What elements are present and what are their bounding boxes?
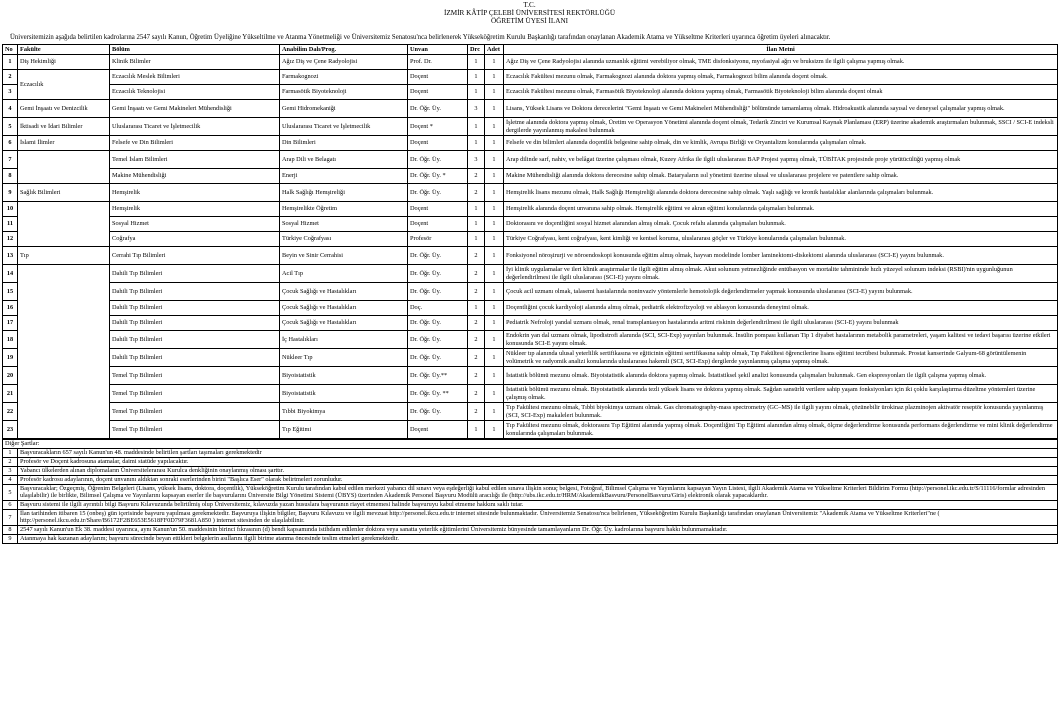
cell-drc: 2: [468, 247, 485, 265]
cell-adet: 1: [485, 100, 504, 118]
cell-no: 2: [3, 70, 18, 85]
col-header-unvan: Unvan: [408, 45, 468, 55]
header-line-3: ÖĞRETİM ÜYESİ İLANI: [490, 17, 569, 25]
condition-no: 6: [3, 500, 18, 509]
cell-ilan-metni: Türkiye Coğrafyası, kent coğrafyası, kent kimliği ve kentsel koruma, uluslararası göçler ve Türkiye konularında çalışmaları bulunmak.: [504, 232, 1058, 247]
cell-unvan: Dr. Öğr. Üy.: [408, 331, 468, 349]
cell-drc: 2: [468, 367, 485, 385]
cell-no: 16: [3, 301, 18, 316]
cell-adet: 1: [485, 283, 504, 301]
col-header-anabilim: Anabilim Dalı/Prog.: [280, 45, 408, 55]
cell-anabilim: Din Bilimleri: [280, 136, 408, 151]
cell-ilan-metni: Fonksiyonel nöroşirurji ve nöroendoskopi konusunda eğitim almış olmak, hayvan modelinde lomber laminektomi-diskektomi alanında uluslararası (SCI-E) yayını bulunmak.: [504, 247, 1058, 265]
cell-adet: 1: [485, 85, 504, 100]
condition-text: İlan tarihinden itibaren 15 (onbeş) gün içerisinde başvuru yapılması gerekmektedir. Başvuruya ilişkin bilgiler, Başvuru Kılavuzu ve ilgili mevzuat http://personel.ikcu.edu.tr internet sitesinde bulunmaktadır. Üniversitemiz Senatosu'nca belirlenen, Yükseköğretim Kurulu Başkanlığı tarafından onaylanan Üniversitemiz "Akademik Atama ve Yükseltme Kriterleri"ne ( http://personel.ikcu.edu.tr/Share/B6172F2BE653E5618FF0D79F3681A850 ) internet sitesinden de ulaşılabilinir.: [18, 509, 1058, 525]
cell-drc: 1: [468, 301, 485, 316]
cell-drc: 1: [468, 55, 485, 70]
cell-bolum: Temel Tıp Bilimleri: [110, 421, 280, 439]
table-row: [3, 403, 1058, 421]
cell-no: 15: [3, 283, 18, 301]
cell-no: 6: [3, 136, 18, 151]
cell-bolum: Dahili Tıp Bilimleri: [110, 349, 280, 367]
condition-no: 1: [3, 449, 18, 458]
cell-bolum: Dahili Tıp Bilimleri: [110, 265, 280, 283]
cell-anabilim: Biyoistatistik: [280, 367, 408, 385]
cell-unvan: Doçent: [408, 217, 468, 232]
cell-bolum: Sosyal Hizmet: [110, 217, 280, 232]
header-line-1: T.C.: [523, 1, 536, 9]
cell-anabilim: Halk Sağlığı Hemşireliği: [280, 184, 408, 202]
cell-drc: 1: [468, 421, 485, 439]
table-header-row: [3, 45, 1058, 55]
cell-fakulte: Gemi İnşaatı ve Denizcilik: [18, 100, 110, 118]
col-header-no: No: [3, 45, 18, 55]
cell-fakulte: [18, 265, 110, 439]
cell-adet: 1: [485, 349, 504, 367]
cell-unvan: Dr. Öğr. Üy.: [408, 151, 468, 169]
table-row: [3, 70, 1058, 85]
table-row: [3, 421, 1058, 439]
cell-ilan-metni: Makine Mühendisliği alanında doktora derecesine sahip olmak. Bataryaların ısıl yönetimi üzerine ulusal ve uluslararası projelere ve patentlere sahip olmak.: [504, 169, 1058, 184]
conditions-table-body: [3, 440, 1058, 544]
condition-no: 7: [3, 509, 18, 525]
cell-adet: 1: [485, 385, 504, 403]
table-row: [3, 136, 1058, 151]
cell-bolum: Hemşirelik: [110, 202, 280, 217]
table-row: [3, 85, 1058, 100]
cell-drc: 3: [468, 100, 485, 118]
cell-adet: 1: [485, 184, 504, 202]
cell-unvan: Dr. Öğr. Üy. *: [408, 169, 468, 184]
cell-adet: 1: [485, 118, 504, 136]
col-header-ilan-metni: İlan Metni: [504, 45, 1058, 55]
cell-drc: 2: [468, 331, 485, 349]
cell-anabilim: Çocuk Sağlığı ve Hastalıkları: [280, 301, 408, 316]
cell-bolum: Temel Tıp Bilimleri: [110, 385, 280, 403]
cell-ilan-metni: Hemşirelik lisans mezunu olmak, Halk Sağlığı Hemşireliği alanında doktora derecesine sahip olmak. Yaşlı sağlığı ve kronik hastalıklar alanlarında çalışmaları bulunmak.: [504, 184, 1058, 202]
cell-adet: 1: [485, 316, 504, 331]
col-header-adet: Adet: [485, 45, 504, 55]
cell-no: 19: [3, 349, 18, 367]
condition-text: Başvuru sistemi ile ilgili ayrıntılı bilgi Başvuru Kılavuzunda belirtilmiş olup Üniversitemiz, kılavuzda yazan hususlara başvuranın riayet etmemesi halinde başvuruyu kabul etmeme hakkını saklı tutar.: [18, 500, 1058, 509]
cell-bolum: Gemi İnşaatı ve Gemi Makineleri Mühendisliği: [110, 100, 280, 118]
cell-anabilim: Hemşirelikte Öğretim: [280, 202, 408, 217]
condition-no: 8: [3, 525, 18, 534]
cell-ilan-metni: Doçentliğini çocuk kardiyoloji alanında almış olmak, pediatrik elektrofizyoloji ve ablasyon konusunda deneyimi olmak.: [504, 301, 1058, 316]
cell-anabilim: Gemi Hidromekaniği: [280, 100, 408, 118]
cell-fakulte: İslami İlimler: [18, 136, 110, 151]
cell-drc: 2: [468, 184, 485, 202]
cell-adet: 1: [485, 367, 504, 385]
cell-unvan: Dr. Öğr. Üy.: [408, 316, 468, 331]
cell-no: 8: [3, 169, 18, 184]
cell-ilan-metni: Lisans, Yüksek Lisans ve Doktora derecelerini "Gemi İnşaatı ve Gemi Makineleri Mühendisliği" bölümünde tamamlamış olmak. Hidroakustik alanında sayısal ve deneysel çalışmalar yapmış olmak.: [504, 100, 1058, 118]
cell-ilan-metni: İşletme alanında doktora yapmış olmak, Üretim ve Operasyon Yönetimi alanında doçent olmak, Tedarik Zinciri ve Kurumsal Kaynak Planlaması (ERP) üzerine akademik araştırmaları bulunmak, SSCI / SCI-E indeksli dergilerde yayınlanmış makalesi bulunmak: [504, 118, 1058, 136]
col-header-drc: Drc: [468, 45, 485, 55]
cell-adet: 1: [485, 55, 504, 70]
cell-unvan: Dr. Öğr. Üy.: [408, 349, 468, 367]
cell-bolum: Dahili Tıp Bilimleri: [110, 301, 280, 316]
cell-drc: 1: [468, 85, 485, 100]
cell-no: 10: [3, 202, 18, 217]
cell-unvan: Doçent: [408, 421, 468, 439]
cell-fakulte: Eczacılık: [18, 70, 110, 100]
cell-anabilim: Çocuk Sağlığı ve Hastalıkları: [280, 283, 408, 301]
cell-adet: 1: [485, 217, 504, 232]
cell-anabilim: Tıbbi Biyokimya: [280, 403, 408, 421]
table-row: [3, 232, 1058, 247]
table-row: [3, 247, 1058, 265]
table-row: [3, 100, 1058, 118]
cell-no: 5: [3, 118, 18, 136]
cell-drc: 1: [468, 202, 485, 217]
cell-ilan-metni: Felsefe ve din bilimleri alanında doçentlik belgesine sahip olmak, din ve kimlik, Avrupa Birliği ve Oryantalizm konularında çalışmaları olmak.: [504, 136, 1058, 151]
condition-text: Profesör ve Doçent kadrosuna atamalar, daimi statüde yapılacaktır.: [18, 458, 1058, 467]
cell-unvan: Dr. Öğr. Üy.: [408, 265, 468, 283]
cell-ilan-metni: Ağız Diş ve Çene Radyolojisi alanında uzmanlık eğitimi verebiliyor olmak, TME disfonksiyonu, myofasiyal ağrı ve bruksizm ile ilgili çalışma yapmış olmak.: [504, 55, 1058, 70]
cell-unvan: Dr. Öğr. Üy.: [408, 184, 468, 202]
cell-adet: 1: [485, 247, 504, 265]
cell-bolum: Eczacılık Teknolojisi: [110, 85, 280, 100]
table-row: [3, 151, 1058, 169]
cell-unvan: Dr. Öğr. Üy.: [408, 403, 468, 421]
table-row: [3, 301, 1058, 316]
intro-text: Üniversitemizin aşağıda belirtilen kadrolarına 2547 sayılı Kanun, Öğretim Üyeliğine Yükseltilme ve Atanma Yönetmeliği ve Üniversitemiz Senatosu'nca belirlenerek Yükseköğretim Kurulu Başkanlığı tarafından onaylanan Akademik Atama ve Yükseltme Kriterleri uyarınca öğretim üyeleri alınacaktır.: [10, 34, 831, 41]
cell-bolum: Cerrahi Tıp Bilimleri: [110, 247, 280, 265]
cell-no: 3: [3, 85, 18, 100]
cell-drc: 1: [468, 232, 485, 247]
cell-ilan-metni: İyi klinik uygulamalar ve ileri klinik araştırmalar ile ilgili eğitim almış olmak. Akut solunum yetmezliğinde entübasyon ve mortalite tahmininde hızlı yüzeyel solunum indeksi (RSBI)'nin uygunluğunun değerlendirilmesi ile ilgili uluslararası (SCI-E) yayını olmak.: [504, 265, 1058, 283]
table-row: [3, 202, 1058, 217]
cell-anabilim: Sosyal Hizmet: [280, 217, 408, 232]
condition-row: [3, 476, 1058, 485]
condition-text: Atanmaya hak kazanan adaylarım; başvuru sürecinde beyan ettikleri belgelerin asıllarını ilgili birime atanma öncesinde teslim etmeleri gerekmektedir.: [18, 534, 1058, 543]
cell-adet: 1: [485, 301, 504, 316]
condition-row: [3, 534, 1058, 543]
cell-ilan-metni: Hemşirelik alanında doçent unvanına sahip olmak. Hemşirelik eğitimi ve akran eğitimi konularında çalışmaları bulunmak.: [504, 202, 1058, 217]
cell-unvan: Doçent *: [408, 118, 468, 136]
cell-no: 12: [3, 232, 18, 247]
cell-bolum: Dahili Tıp Bilimleri: [110, 331, 280, 349]
cell-unvan: Dr. Öğr. Üy.: [408, 283, 468, 301]
col-header-bolum: Bölüm: [110, 45, 280, 55]
cell-no: 14: [3, 265, 18, 283]
condition-row: [3, 509, 1058, 525]
table-row: [3, 385, 1058, 403]
table-row: [3, 265, 1058, 283]
cell-fakulte: Tıp: [18, 247, 110, 265]
cell-drc: 2: [468, 385, 485, 403]
cell-anabilim: Farmasötik Biyoteknoloji: [280, 85, 408, 100]
cell-unvan: Doçent: [408, 136, 468, 151]
cell-no: 1: [3, 55, 18, 70]
cell-adet: 1: [485, 403, 504, 421]
cell-drc: 2: [468, 349, 485, 367]
cell-unvan: Doçent: [408, 85, 468, 100]
cell-adet: 1: [485, 232, 504, 247]
cell-ilan-metni: İstatistik bölümü mezunu olmak. Biyoistatistik alanında doktora yapmış olmak. İstatistiksel şekil analizi konusunda çalışmaları bulunmak. Gen ekspresyonları ile ilgili çalışma yapmış olmak.: [504, 367, 1058, 385]
cell-drc: 3: [468, 151, 485, 169]
cell-bolum: Uluslararası Ticaret ve İşletmecilik: [110, 118, 280, 136]
cell-anabilim: Türkiye Coğrafyası: [280, 232, 408, 247]
cell-no: 7: [3, 151, 18, 169]
cell-bolum: Coğrafya: [110, 232, 280, 247]
cell-ilan-metni: Arap dilinde sarf, nahiv, ve belâgat üzerine çalışması olmak, Kuzey Afrika ile ilgili uluslararası BAP Projesi yapmış olmak, TÜBİTAK projesinde proje yürütücülüğü yapmış olmak: [504, 151, 1058, 169]
table-row: [3, 55, 1058, 70]
cell-anabilim: Ağız Diş ve Çene Radyolojisi: [280, 55, 408, 70]
cell-no: 22: [3, 403, 18, 421]
cell-adet: 1: [485, 169, 504, 184]
cell-anabilim: Acil Tıp: [280, 265, 408, 283]
condition-row: [3, 449, 1058, 458]
cell-no: 13: [3, 247, 18, 265]
cell-ilan-metni: Tıp Fakültesi mezunu olmak, Tıbbi biyokimya uzmanı olmak. Gas chromatography-mass spectrometry (GC–MS) ile ilgili yayını olmak, çözünebilir ürokinaz plazminojen aktivatör reseptör konusunda yayınlanmış (SCI, SCI-Exp) makaleleri bulunmak.: [504, 403, 1058, 421]
cell-drc: 2: [468, 265, 485, 283]
cell-adet: 1: [485, 202, 504, 217]
cell-anabilim: Enerji: [280, 169, 408, 184]
cell-unvan: Doçent: [408, 70, 468, 85]
cell-unvan: Dr. Öğr. Üy.: [408, 247, 468, 265]
condition-row: [3, 525, 1058, 534]
table-row: [3, 349, 1058, 367]
cell-anabilim: Tıp Eğitimi: [280, 421, 408, 439]
cell-ilan-metni: Doktorasını ve doçentliğini sosyal hizmet alanından almış olmak. Çocuk refahı alanında çalışmaları bulunmak.: [504, 217, 1058, 232]
cell-ilan-metni: İstatistik bölümü mezunu olmak. Biyoistatistik alanında tezli yüksek lisans ve doktora yapmış olmak. Sağdan sansürlü verilere sahip yaşam fonksiyonları için iki çoklu karşılaştırma düzeltme yöntemleri üzerine çalışmış olmak.: [504, 385, 1058, 403]
header-line-2: İZMİR KÂTİP ÇELEBİ ÜNİVERSİTESİ REKTÖRLÜĞÜ: [443, 9, 616, 17]
cell-anabilim: Arap Dili ve Belagatı: [280, 151, 408, 169]
cell-adet: 1: [485, 70, 504, 85]
cell-fakulte: Diş Hekimliği: [18, 55, 110, 70]
cell-fakulte: Sağlık Bilimleri: [18, 184, 110, 202]
cell-anabilim: Uluslararası Ticaret ve İşletmecilik: [280, 118, 408, 136]
cell-adet: 1: [485, 151, 504, 169]
cell-no: 18: [3, 331, 18, 349]
table-row: [3, 118, 1058, 136]
document-header: [0, 0, 1059, 25]
cell-no: 9: [3, 184, 18, 202]
condition-text: 2547 sayılı Kanun'un Ek 38. maddesi uyarınca, aynı Kanun'un 50. maddesinin birinci fıkrasının (d) bendi kapsamında istihdam edilenler doktora veya sanatta yeterlik eğitimlerini Üniversitemiz bünyesinde tamamlayanların Dr. Öğr. Üy. kadrolarına başvuru hakkı bulunmamaktadır.: [18, 525, 1058, 534]
cell-bolum: Temel Tıp Bilimleri: [110, 367, 280, 385]
cell-bolum: Temel İslam Bilimleri: [110, 151, 280, 169]
cell-adet: 1: [485, 421, 504, 439]
cell-ilan-metni: Pediatrik Nefroloji yandal uzmanı olmak, renal transplantasyon hastalarında aritmi riskinin değerlendirilmesi ile ilgili uluslararası (SCI-E) yayını bulunmak: [504, 316, 1058, 331]
cell-drc: 2: [468, 316, 485, 331]
col-header-fakulte: Fakülte: [18, 45, 110, 55]
cell-drc: 1: [468, 136, 485, 151]
cell-anabilim: Biyoistatistik: [280, 385, 408, 403]
cell-drc: 2: [468, 169, 485, 184]
cell-unvan: Dr. Öğr. Üy. **: [408, 385, 468, 403]
cell-bolum: Felsefe ve Din Bilimleri: [110, 136, 280, 151]
cell-fakulte: [18, 202, 110, 247]
cell-no: 11: [3, 217, 18, 232]
table-row: [3, 367, 1058, 385]
condition-text: Yabancı ülkelerden alınan diplomaların Üniversitelerarası Kurulca denkliğinin onaylanmış olması şarttır.: [18, 467, 1058, 476]
condition-no: 9: [3, 534, 18, 543]
condition-row: [3, 485, 1058, 501]
cell-bolum: Dahili Tıp Bilimleri: [110, 316, 280, 331]
cell-bolum: Temel Tıp Bilimleri: [110, 403, 280, 421]
conditions-title-row: [3, 440, 1058, 449]
condition-text: Başvuracakların 657 sayılı Kanun'un 48. maddesinde belirtilen şartları taşımaları gerekmektedir: [18, 449, 1058, 458]
cell-ilan-metni: Tıp Fakültesi mezunu olmak, doktorasını Tıp Eğitimi alanında yapmış olmak. Doçentliğini Tıp Eğitimi alanından almış olmak, ölçme değerlendirme konusunda performans değerlendirme ve mini klinik değerlendirme konularında çalışmaları bulunmak.: [504, 421, 1058, 439]
cell-fakulte: [18, 151, 110, 184]
cell-ilan-metni: Endokrin yan dal uzmanı olmak, lipodistrofi alanında (SCI, SCI-Exp) yayınları bulunmak. İnsülin pompası kullanan Tip 1 diyabet hastalarının metabolik parametreleri, yaşam kalitesi ve tedavi başarısı üzerine etkileri konusunda SCI-E yayını olmak.: [504, 331, 1058, 349]
cell-fakulte: İktisadi ve İdari Bilimler: [18, 118, 110, 136]
cell-unvan: Doçent: [408, 202, 468, 217]
table-row: [3, 316, 1058, 331]
cell-bolum: Klinik Bilimler: [110, 55, 280, 70]
cell-adet: 1: [485, 331, 504, 349]
cell-drc: 2: [468, 403, 485, 421]
cell-unvan: Dr. Öğr. Üy.**: [408, 367, 468, 385]
condition-text: Profesör kadrosu adaylarının, doçent unvanını aldıktan sonraki eserlerinden birini "Başlıca Eser" olarak belirtmeleri zorunludur.: [18, 476, 1058, 485]
positions-table-body: [3, 55, 1058, 439]
cell-anabilim: Beyin ve Sinir Cerrahisi: [280, 247, 408, 265]
cell-bolum: Makine Mühendisliği: [110, 169, 280, 184]
table-row: [3, 217, 1058, 232]
cell-ilan-metni: Eczacılık Fakültesi mezunu olmak, Farmakognozi alanında doktora yapmış olmak, Farmakognozi bilim alanında doçent olmak.: [504, 70, 1058, 85]
cell-adet: 1: [485, 265, 504, 283]
table-row: [3, 283, 1058, 301]
cell-ilan-metni: Eczacılık Fakültesi mezunu olmak, Farmasötik Biyoteknoloji alanında doktora yapmış olmak, Farmasötik Biyoteknoloji bilim alanında doçent olmak: [504, 85, 1058, 100]
cell-ilan-metni: Nükleer tıp alanında ulusal yeterlilik sertifikasına ve eğiticinin eğitimi sertifikasına sahip olmak, Tıp Fakültesi öğrencilerine lisans eğitimi tecrübesi bulunmak. Prostat kanserinde Galyum-68 görüntülemenin volümetrik ve radyomik analizi konularında uluslararası hakemli (SCI, SCI-Exp) dergilerde yayınlanmış çalışma yapmış olmak.: [504, 349, 1058, 367]
cell-unvan: Prof. Dr.: [408, 55, 468, 70]
cell-no: 23: [3, 421, 18, 439]
cell-unvan: Profesör: [408, 232, 468, 247]
conditions-table: [2, 439, 1058, 544]
condition-row: [3, 500, 1058, 509]
table-row: [3, 184, 1058, 202]
condition-no: 4: [3, 476, 18, 485]
cell-ilan-metni: Çocuk acil uzmanı olmak, talasemi hastalarında noninvaziv yöntemlerle hemotolojik değerlendirmeler yapmak konusunda uluslararası (SCI-E) yayını bulunmak.: [504, 283, 1058, 301]
cell-drc: 1: [468, 70, 485, 85]
cell-bolum: Dahili Tıp Bilimleri: [110, 283, 280, 301]
condition-no: 3: [3, 467, 18, 476]
table-row: [3, 331, 1058, 349]
cell-anabilim: İç Hastalıkları: [280, 331, 408, 349]
cell-drc: 2: [468, 283, 485, 301]
cell-anabilim: Farmakognozi: [280, 70, 408, 85]
cell-anabilim: Nükleer Tıp: [280, 349, 408, 367]
cell-no: 20: [3, 367, 18, 385]
cell-adet: 1: [485, 136, 504, 151]
condition-row: [3, 458, 1058, 467]
condition-row: [3, 467, 1058, 476]
table-row: [3, 169, 1058, 184]
cell-unvan: Doç.: [408, 301, 468, 316]
cell-anabilim: Çocuk Sağlığı ve Hastalıkları: [280, 316, 408, 331]
cell-no: 17: [3, 316, 18, 331]
cell-no: 21: [3, 385, 18, 403]
condition-no: 2: [3, 458, 18, 467]
cell-drc: 1: [468, 217, 485, 232]
cell-drc: 1: [468, 118, 485, 136]
cell-bolum: Hemşirelik: [110, 184, 280, 202]
cell-bolum: Eczacılık Meslek Bilimleri: [110, 70, 280, 85]
cell-unvan: Dr. Öğr. Üy.: [408, 100, 468, 118]
condition-no: 5: [3, 485, 18, 501]
positions-table: [2, 44, 1058, 439]
cell-no: 4: [3, 100, 18, 118]
conditions-title: Diğer Şartlar:: [3, 440, 1058, 449]
condition-text: Başvuracaklar; Özgeçmiş, Öğrenim Belgeleri (Lisans, yüksek lisans, doktora, doçentlik), Yükseköğretim Kurulu tarafından kabul edilen merkezi yabancı dil sınavı veya eşdeğerliği kabul edilen sınava ilişkin sonuç belgesi, Fotoğraf, Bilimsel Çalışma ve Yayınlarını kapsayan Yayın Listesi, ilgili Akademik Atama ve Yükseltme Kriterleri Bildirim Formu (http://personel.ikc.edu.tr/S/11116/formlar adresinden ulaşılabilir) ile birlikte, Bilimsel Çalışma ve Yayınlarını kapsayan eserler ile başvurularını Üniversite Bilgi Yönetimi Sistemi (ÜBYS) üzerinden Akademik Personel Başvuru Modülü aracılığı ile (http://ubs.ikc.edu.tr/HRM/AkademikBasvuru/PersonelBasvuru/Giris) elektronik olarak yapacaklardır.: [18, 485, 1058, 501]
